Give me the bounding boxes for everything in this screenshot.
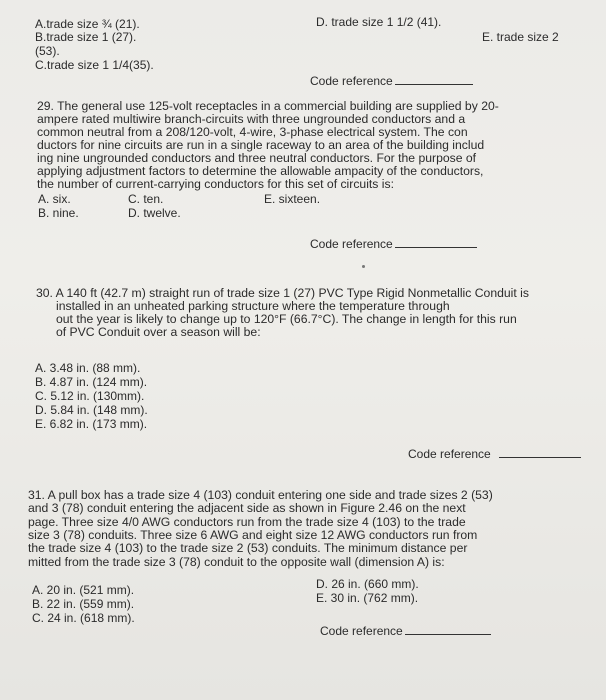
q30-code-reference-label: Code reference (408, 447, 491, 461)
q29-line-7: the number of current-carrying conductors for this set of circuits is: (37, 177, 394, 191)
q28-code-reference (310, 74, 473, 88)
q29-line-5: ing nine ungrounded conductors and three neutral conductors. For the purpose of (37, 151, 477, 165)
q31-option-b: B. 22 in. (559 mm). (32, 597, 135, 611)
q29-option-a: A. six. (38, 192, 71, 206)
q29-code-reference (310, 237, 477, 251)
q31-option-e: E. 30 in. (762 mm). (316, 591, 419, 605)
paper-speck (362, 265, 365, 268)
q31-line-4: size 3 (78) conduits. Three size 6 AWG and eight size 12 AWG conductors run from (28, 528, 478, 542)
q29-line-2: ampere rated multiwire branch-circuits with three ungrounded conductors and a (37, 112, 466, 126)
q30-line-4: of PVC Conduit over a season will be: (56, 325, 261, 339)
q29-option-b: B. nine. (38, 206, 79, 220)
q29-option-d: D. twelve. (128, 206, 181, 220)
q30-option-e: E. 6.82 in. (173 mm). (35, 417, 148, 431)
q28-option-d: D. trade size 1 1/2 (41). (316, 15, 442, 29)
q30-option-b: B. 4.87 in. (124 mm). (35, 375, 148, 389)
q31-code-reference-label: Code reference (320, 624, 403, 638)
q30-option-d: D. 5.84 in. (148 mm). (35, 403, 148, 417)
q31-option-a: A. 20 in. (521 mm). (32, 583, 135, 597)
q31-code-reference (320, 624, 491, 638)
q31-line-3: page. Three size 4/0 AWG conductors run from the trade size 4 (103) to the trade (28, 515, 466, 529)
q29-line-1: 29. The general use 125-volt receptacles in a commercial building are supplied by 20- (37, 99, 499, 113)
q30-option-a: A. 3.48 in. (88 mm). (35, 361, 141, 375)
q30-code-reference (408, 447, 581, 461)
q31-line-6: mitted from the trade size 3 (78) conduit to the opposite wall (dimension A) is: (28, 555, 445, 569)
q29-line-6: applying adjustment factors to determine the allowable ampacity of the conductors, (37, 164, 484, 178)
q31-line-1: 31. A pull box has a trade size 4 (103) conduit entering one side and trade sizes 2 (53) (28, 488, 493, 502)
q29-line-3: common neutral from a 208/120-volt, 4-wire, 3-phase electrical system. The con (37, 125, 468, 139)
q31-line-5: the trade size 4 (103) to the trade size 2 (53) conduits. The minimum distance per (28, 541, 468, 555)
q29-line-4: ductors for nine circuits are run in a single raceway to an area of the building includ (37, 138, 485, 152)
q31-option-d: D. 26 in. (660 mm). (316, 577, 419, 591)
q31-line-2: and 3 (78) conduit entering the adjacent side as shown in Figure 2.46 on the next (28, 501, 466, 515)
q28-option-c: C.trade size 1 1/4(35). (35, 58, 154, 72)
q29-option-c: C. ten. (128, 192, 164, 206)
q30-code-reference-blank[interactable] (499, 447, 581, 458)
q28-code-reference-label: Code reference (310, 74, 393, 88)
q29-code-reference-label: Code reference (310, 237, 393, 251)
q29-code-reference-blank[interactable] (395, 237, 477, 248)
q28-option-b-cont: (53). (35, 44, 60, 58)
q30-line-2: installed in an unheated parking structure where the temperature through (56, 299, 450, 313)
q29-option-e: E. sixteen. (264, 192, 321, 206)
q28-option-a: A.trade size ¾ (21). (35, 17, 140, 31)
q28-option-b: B.trade size 1 (27). (35, 30, 137, 44)
q28-code-reference-blank[interactable] (395, 74, 473, 85)
q31-code-reference-blank[interactable] (405, 624, 491, 635)
q30-line-3: out the year is likely to change up to 120°F (66.7°C). The change in length for this run (56, 312, 517, 326)
q30-line-1: 30. A 140 ft (42.7 m) straight run of trade size 1 (27) PVC Type Rigid Nonmetallic Conduit is (36, 286, 529, 300)
q31-option-c: C. 24 in. (618 mm). (32, 611, 135, 625)
q30-option-c: C. 5.12 in. (130mm). (35, 389, 145, 403)
q28-option-e: E. trade size 2 (482, 30, 559, 44)
